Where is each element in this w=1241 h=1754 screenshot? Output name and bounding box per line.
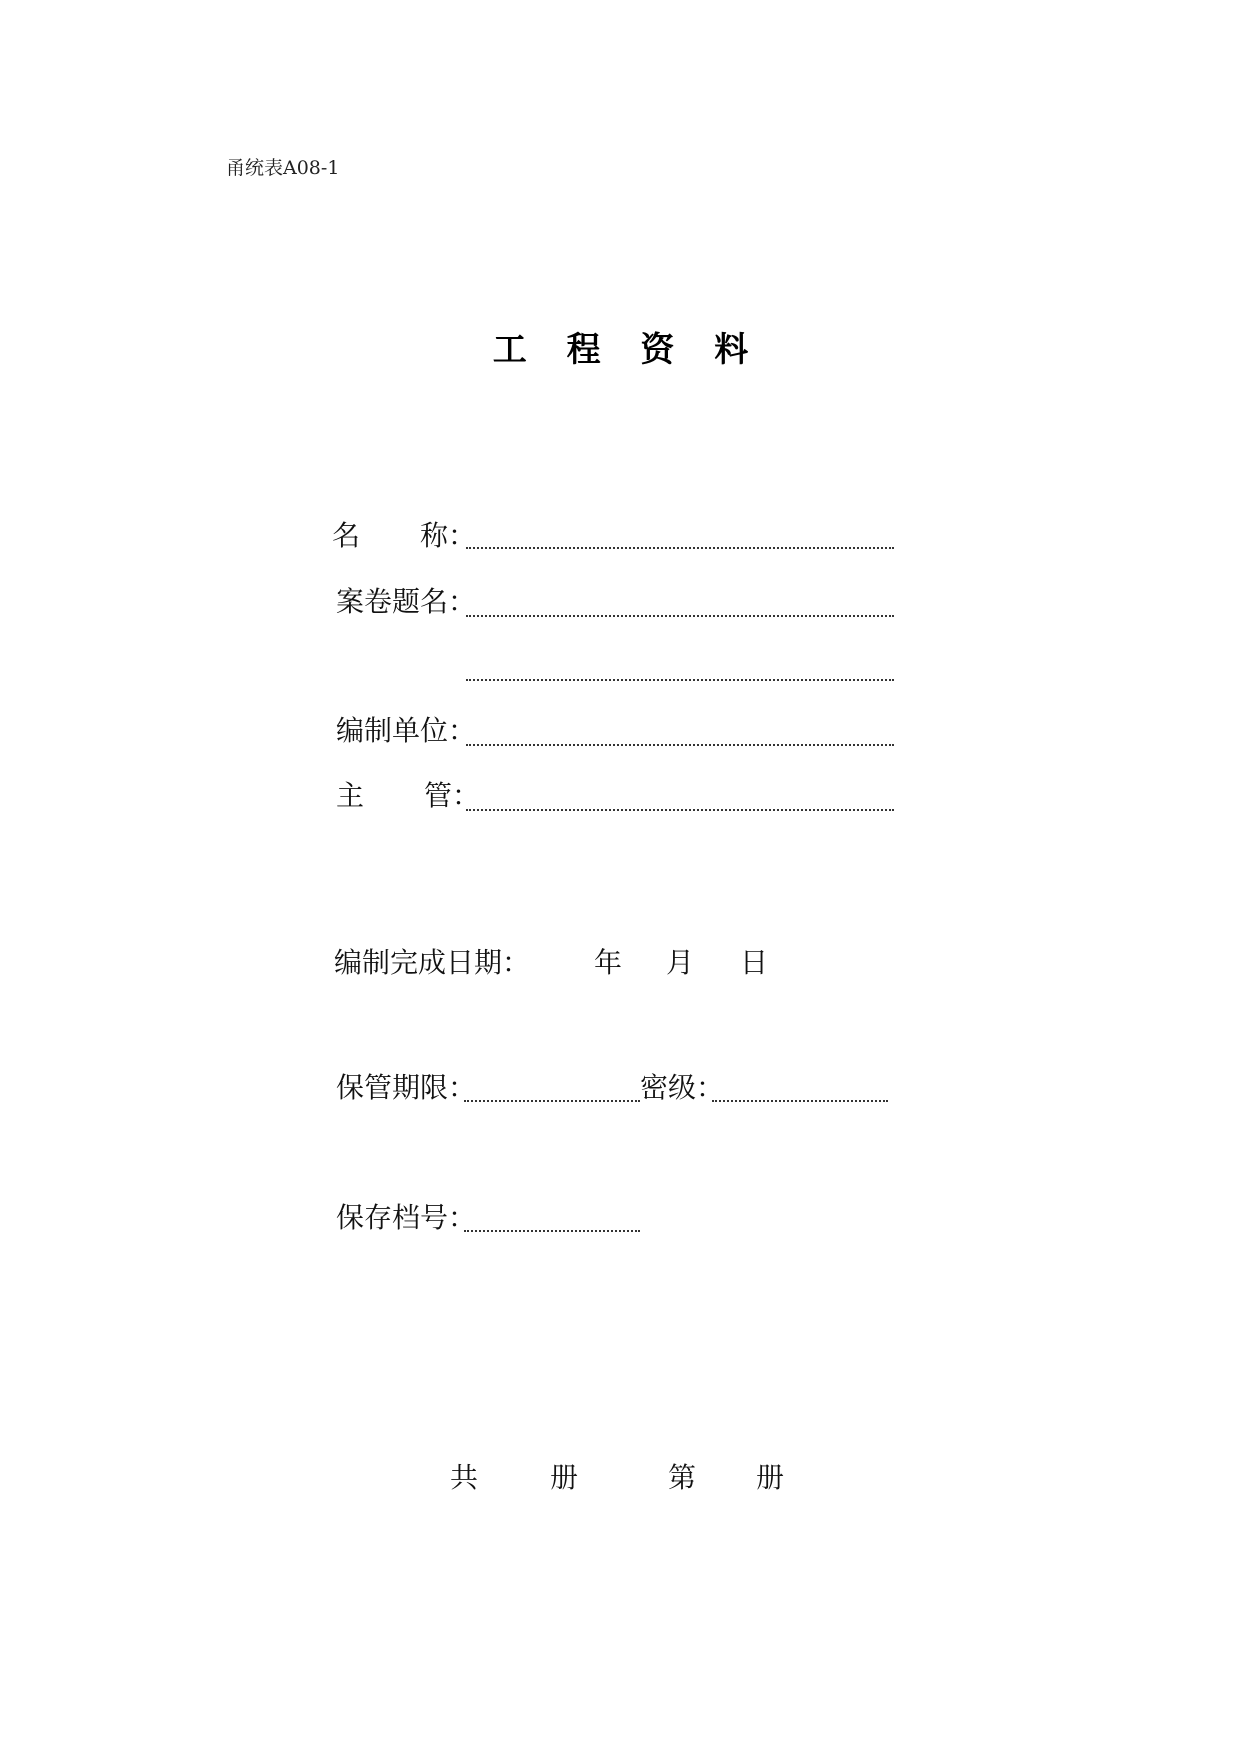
volume-index-suffix: 册 bbox=[756, 1461, 785, 1494]
name-label: 名 bbox=[332, 519, 361, 552]
case-title-field-line2[interactable] bbox=[466, 679, 894, 681]
volume-total-prefix: 共 bbox=[450, 1461, 479, 1494]
title-char: 工 bbox=[492, 330, 527, 370]
name-label-suffix: 称： bbox=[420, 519, 477, 552]
date-year: 年 bbox=[594, 946, 623, 979]
date-day: 日 bbox=[740, 946, 769, 979]
date-month: 月 bbox=[666, 946, 695, 979]
title-char: 料 bbox=[714, 330, 749, 370]
supervisor-field[interactable] bbox=[466, 809, 894, 811]
completion-date-row bbox=[334, 945, 530, 981]
form-code: 甬统表A08-1 bbox=[226, 157, 340, 179]
retention-label: 保管期限： bbox=[336, 1071, 477, 1104]
page-title bbox=[0, 322, 1241, 371]
volume-index-prefix: 第 bbox=[668, 1461, 697, 1494]
supervisor-label-suffix: 管： bbox=[424, 779, 481, 812]
case-title-field[interactable] bbox=[466, 615, 894, 617]
case-title-label: 案卷题名： bbox=[336, 585, 477, 618]
retention-field[interactable] bbox=[464, 1100, 640, 1102]
unit-field[interactable] bbox=[466, 744, 894, 746]
volume-total-suffix: 册 bbox=[550, 1461, 579, 1494]
title-char: 资 bbox=[640, 330, 675, 370]
name-field[interactable] bbox=[466, 547, 894, 549]
unit-label: 编制单位： bbox=[336, 714, 477, 747]
archive-number-label: 保存档号： bbox=[336, 1201, 477, 1234]
secret-level-label: 密级： bbox=[640, 1071, 725, 1104]
archive-number-field[interactable] bbox=[464, 1230, 640, 1232]
supervisor-label: 主 bbox=[336, 779, 365, 812]
completion-date-label: 编制完成日期： bbox=[334, 946, 531, 979]
title-char: 程 bbox=[566, 330, 601, 370]
secret-level-field[interactable] bbox=[712, 1100, 888, 1102]
